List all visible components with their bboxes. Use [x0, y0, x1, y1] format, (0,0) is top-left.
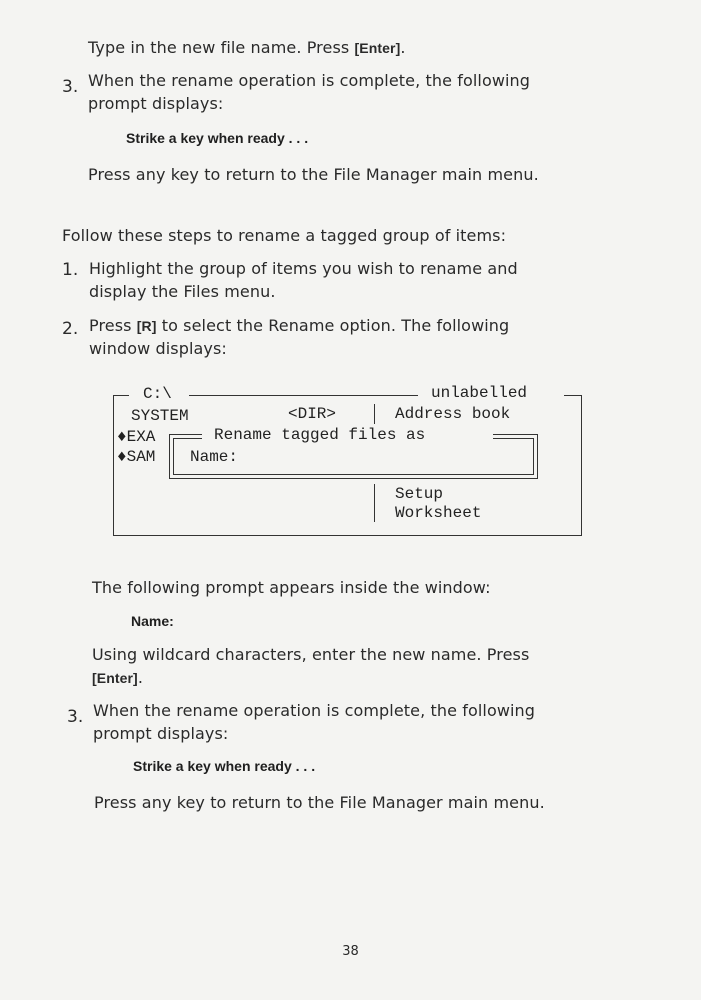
dialog-top-right-inner — [493, 438, 534, 439]
step1-line2: display the Files menu. — [89, 282, 276, 301]
wildcard-end: . — [137, 668, 143, 687]
step2-text-b: to select the Rename option. The following — [156, 316, 510, 335]
return-text-2: Press any key to return to the File Manager main menu. — [94, 793, 545, 812]
sam-entry: ♦SAM — [117, 448, 156, 466]
step3-number: 3. — [62, 77, 79, 97]
setup-entry: Setup — [395, 485, 444, 503]
strike-key-prompt: Strike a key when ready . . . — [126, 130, 309, 146]
name-prompt: Name: — [131, 613, 174, 629]
return-text: Press any key to return to the File Manager main menu. — [88, 165, 539, 184]
enter-key: [Enter] — [354, 40, 401, 56]
column-divider-top — [374, 404, 375, 424]
wildcard-line1: Using wildcard characters, enter the new name. Press — [92, 645, 530, 664]
step2-text-a: Press — [89, 316, 137, 335]
frame-bottom — [113, 535, 582, 536]
r-key: [R] — [136, 318, 157, 334]
step2-number: 2. — [62, 319, 79, 339]
drive-path: C:\ — [143, 385, 172, 403]
step3b-number: 3. — [67, 707, 84, 727]
column-divider-bottom — [374, 484, 375, 522]
step3-line2: prompt displays: — [88, 94, 224, 113]
intro-end: . — [400, 38, 406, 57]
dialog-top-left-inner — [173, 438, 202, 439]
enter-key-2: [Enter] — [92, 670, 138, 686]
dialog-left-outer — [169, 434, 170, 479]
frame-top-left — [113, 395, 129, 396]
volume-label: unlabelled — [431, 384, 528, 402]
step1-line1: Highlight the group of items you wish to rename and — [89, 259, 518, 278]
step3b-line2: prompt displays: — [93, 724, 229, 743]
frame-right — [581, 395, 582, 536]
step2-line1 — [89, 314, 509, 338]
worksheet-entry: Worksheet — [395, 504, 482, 522]
page-number: 38 — [342, 944, 359, 959]
wildcard-line2 — [92, 666, 143, 690]
exa-entry: ♦EXA — [117, 428, 156, 446]
frame-top-right — [564, 395, 582, 396]
dialog-bottom-inner — [173, 474, 534, 475]
dialog-name-field: Name: — [190, 448, 239, 466]
frame-top-mid — [189, 395, 418, 396]
dialog-left-inner — [173, 438, 174, 475]
system-entry: SYSTEM — [131, 407, 189, 425]
rename-group-heading: Follow these steps to rename a tagged group of items: — [62, 226, 507, 245]
dialog-title: Rename tagged files as — [214, 426, 426, 444]
frame-left — [113, 395, 114, 536]
dialog-right-outer — [537, 434, 538, 479]
dialog-right-inner — [533, 438, 534, 475]
step2-line2: window displays: — [89, 339, 227, 358]
inside-window-text: The following prompt appears inside the window: — [92, 578, 491, 597]
intro-paragraph — [88, 36, 406, 60]
intro-text: Type in the new file name. Press — [88, 38, 355, 57]
address-book-entry: Address book — [395, 405, 511, 423]
step3-line1: When the rename operation is complete, the following — [88, 71, 531, 90]
dir-tag: <DIR> — [288, 405, 337, 423]
step3b-line1: When the rename operation is complete, the following — [93, 701, 536, 720]
dialog-top-left-outer — [169, 434, 202, 435]
dialog-bottom-outer — [169, 478, 538, 479]
dialog-top-right-outer — [493, 434, 538, 435]
strike-key-prompt-2: Strike a key when ready . . . — [133, 758, 316, 774]
step1-number: 1. — [62, 260, 79, 280]
